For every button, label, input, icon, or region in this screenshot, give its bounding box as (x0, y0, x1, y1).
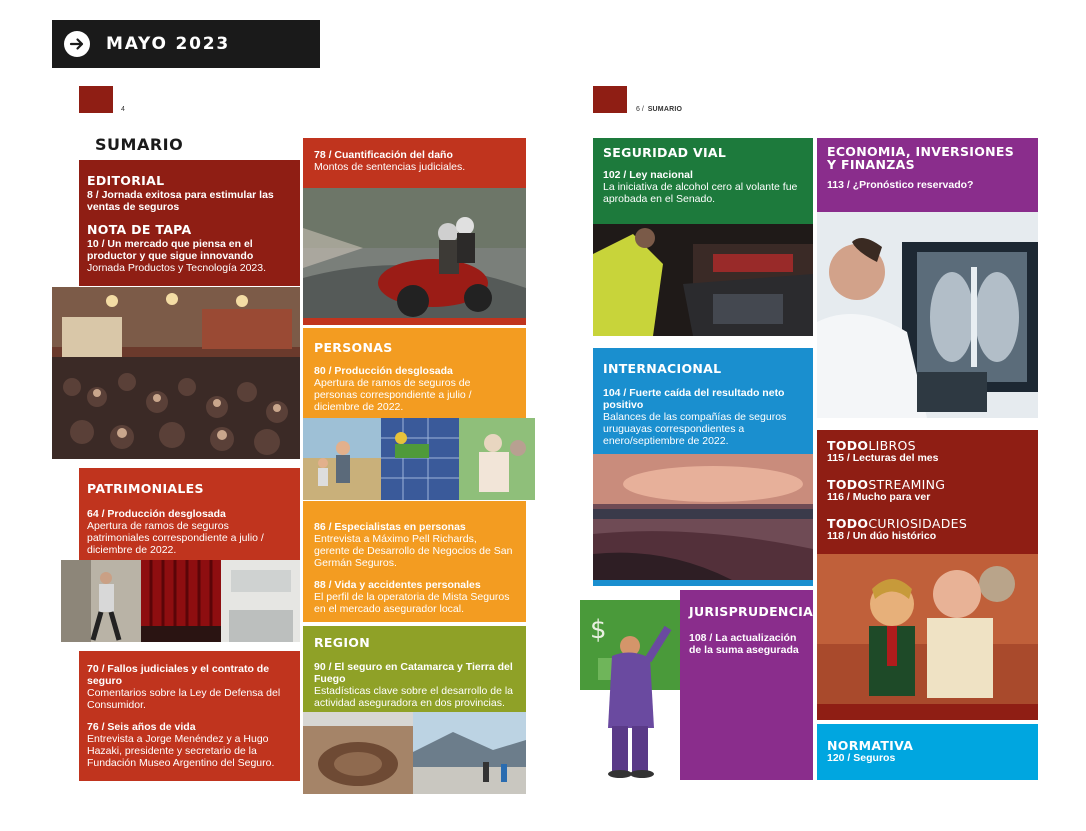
seguridad-vial-item[interactable]: 102 / Ley nacional (603, 169, 693, 181)
page-marker-right (593, 86, 627, 113)
region-heading: REGION (314, 635, 370, 650)
nota-tapa-heading: NOTA DE TAPA (87, 222, 192, 237)
vida-item[interactable]: 88 / Vida y accidentes personales (314, 579, 481, 591)
patrimoniales-heading: PATRIMONIALES (87, 481, 204, 496)
region-photos (303, 712, 526, 794)
especialistas-desc: Entrevista a Máximo Pell Richards, gerente de Desarrollo de Negocios de San Germán Seguros. (314, 533, 513, 569)
fallos-desc: Comentarios sobre la Ley de Defensa del Consumidor. (87, 687, 281, 711)
page-section-right: SUMARIO (647, 106, 683, 113)
personas-block (303, 328, 526, 418)
seis-anos-desc: Entrevista a Jorge Menéndez y a Hugo Hazaki, presidente y secretario de la Fundación Museo Argentino del Seguro. (87, 733, 275, 769)
todo-curio-light: CURIOSIDADES (868, 516, 968, 531)
xray-doctor-photo (817, 212, 1038, 418)
page-number-right: 6 / SUMARIO (636, 106, 683, 113)
page-number-right-value: 6 (636, 106, 640, 113)
editorial-item[interactable]: 8 / Jornada exitosa para estimular las ventas de seguros (87, 189, 274, 213)
normativa-block (817, 724, 1038, 780)
issue-badge (52, 20, 320, 68)
todo-streaming-bold: TODO (827, 477, 869, 492)
chalkboard-man-illustration (578, 598, 682, 780)
todo-libros-item[interactable]: 115 / Lecturas del mes (827, 452, 939, 464)
patrimoniales-block (79, 468, 300, 560)
issue-label: MAYO 2023 (106, 34, 231, 54)
nota-tapa-item[interactable]: 10 / Un mercado que piensa en el productor y que sigue innovando (87, 238, 254, 262)
economia-item[interactable]: 113 / ¿Pronóstico reservado? (827, 179, 974, 191)
todo-streaming-item[interactable]: 116 / Mucho para ver (827, 491, 931, 503)
especialistas-item[interactable]: 86 / Especialistas en personas (314, 521, 466, 533)
jurisprudencia-block (680, 590, 813, 780)
page-title: SUMARIO (95, 135, 184, 154)
editorial-block (79, 160, 300, 286)
page-marker-left (79, 86, 113, 113)
seguridad-vial-block (593, 138, 813, 224)
page-number-left: 4 (121, 106, 125, 113)
patrimoniales-item[interactable]: 64 / Producción desglosada (87, 508, 226, 520)
patrimoniales-desc: Apertura de ramos de seguros patrimoniales correspondiente a julio / diciembre de 2022. (87, 520, 264, 556)
conference-photo (52, 287, 300, 459)
todo-libros-light: LIBROS (868, 438, 916, 453)
seguridad-vial-desc: La iniciativa de alcohol cero al volante fue aprobada en el Senado. (603, 181, 798, 205)
todo-curio-item[interactable]: 118 / Un dúo histórico (827, 530, 937, 542)
internacional-desc: Balances de las compañías de seguros uruguayas correspondientes a enero/septiembre de 2022. (603, 411, 787, 447)
editorial-heading: EDITORIAL (87, 173, 165, 188)
personas-desc: Apertura de ramos de seguros de personas correspondiente a julio / diciembre de 2022. (314, 377, 472, 413)
personas-photos (303, 418, 535, 500)
patrimoniales-photos (61, 560, 300, 642)
seguridad-vial-heading: SEGURIDAD VIAL (603, 145, 727, 160)
todo-streaming-light: STREAMING (868, 477, 946, 492)
economia-heading: ECONOMIA, INVERSIONES Y FINANZAS (827, 144, 1015, 172)
internacional-block (593, 348, 813, 454)
fallos-block (79, 651, 300, 781)
personas-item[interactable]: 80 / Producción desglosada (314, 365, 453, 377)
internacional-item[interactable]: 104 / Fuerte caída del resultado neto positivo (603, 387, 785, 411)
todo-curio-bold: TODO (827, 516, 869, 531)
ventriloquist-photo (817, 554, 1038, 720)
economia-block (817, 138, 1038, 212)
cuantificacion-desc: Montos de sentencias judiciales. (314, 161, 466, 173)
cuantificacion-block (303, 138, 526, 188)
vida-desc: El perfil de la operatoria de Mista Seguros en el mercado asegurador local. (314, 591, 510, 615)
seis-anos-item[interactable]: 76 / Seis años de vida (87, 721, 196, 733)
police-check-photo (593, 224, 813, 336)
personas-heading: PERSONAS (314, 340, 393, 355)
beach-sunset-photo (593, 454, 813, 586)
normativa-heading: NORMATIVA (827, 738, 914, 753)
region-desc: Estadísticas clave sobre el desarrollo de la actividad aseguradora en dos provincias. (314, 685, 514, 709)
region-block (303, 626, 526, 712)
jurisprudencia-item[interactable]: 108 / La actualización de la suma asegurada (689, 632, 799, 656)
region-item[interactable]: 90 / El seguro en Catamarca y Tierra del Fuego (314, 661, 513, 685)
todo-curio-heading (827, 517, 1028, 530)
normativa-item[interactable]: 120 / Seguros (827, 752, 896, 764)
nota-tapa-desc: Jornada Productos y Tecnología 2023. (87, 262, 267, 274)
todo-streaming-heading (827, 478, 1028, 491)
cuantificacion-item[interactable]: 78 / Cuantificación del daño (314, 149, 453, 161)
arrow-right-icon (64, 31, 90, 57)
motorcycle-photo (303, 188, 526, 325)
todo-libros-heading (827, 439, 1028, 452)
todo-block (817, 430, 1038, 554)
fallos-item[interactable]: 70 / Fallos judiciales y el contrato de seguro (87, 663, 270, 687)
svg-text:$: $ (590, 615, 607, 645)
especialistas-block (303, 501, 526, 622)
internacional-heading: INTERNACIONAL (603, 361, 722, 376)
jurisprudencia-heading: JURISPRUDENCIA (689, 604, 814, 619)
todo-libros-bold: TODO (827, 438, 869, 453)
